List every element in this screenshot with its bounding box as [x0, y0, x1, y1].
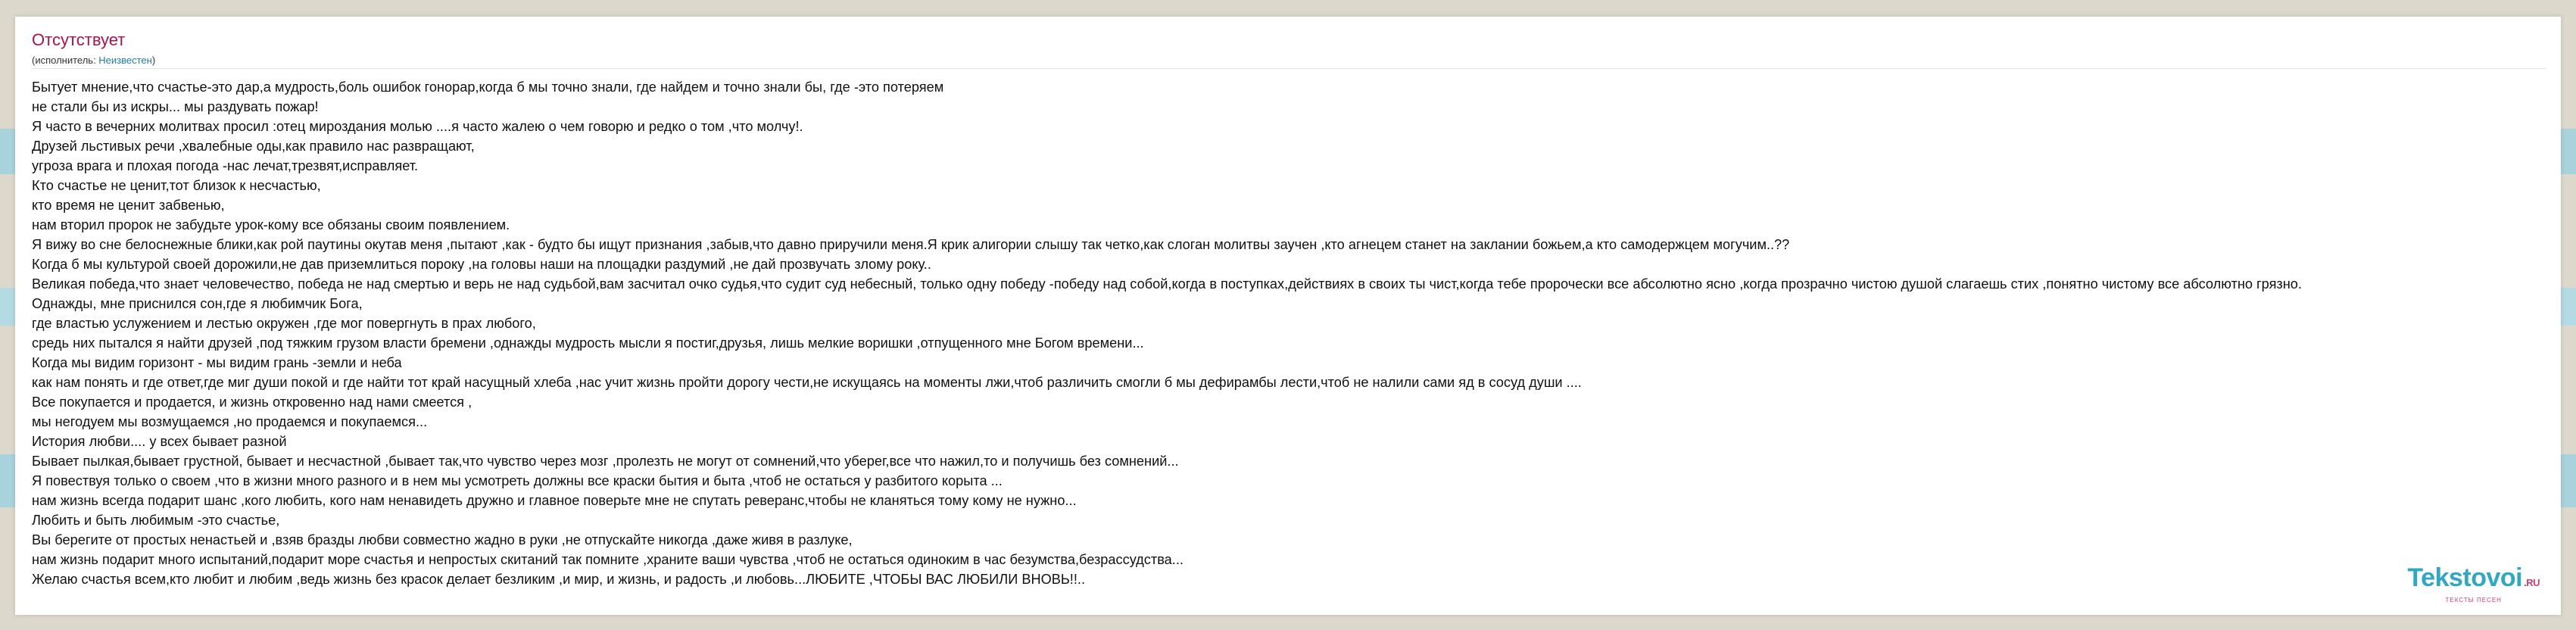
lyric-line: средь них пытался я найти друзей ,под тяжким грузом власти бремени ,однажды мудрость мысли я постиг,друзья, лишь мелкие воришки ,отпущенного мне Богом времени... — [32, 335, 1144, 351]
lyric-line: Желаю счастья всем,кто любит и любим ,ведь жизнь без красок делает безликим ,и мир, и жизнь, и радость ,и любовь...ЛЮБИТЕ ,ЧТОБЫ ВАС ЛЮБИЛИ ВНОВЬ!!.. — [32, 572, 1086, 587]
lyric-line: Все покупается и продается, и жизнь откровенно над нами смеется , — [32, 395, 472, 410]
logo-tagline: ТЕКСТЫ ПЕСЕН — [2445, 597, 2502, 603]
lyric-line: где властью услужением и лестью окружен ,где мог повергнуть в прах любого, — [32, 316, 536, 331]
lyric-line: Кто счастье не ценит,тот близок к несчастью, — [32, 178, 321, 193]
lyrics-text — [32, 77, 2553, 589]
site-logo[interactable] — [2407, 564, 2540, 604]
lyric-line: Вы берегите от простых ненастьей и ,взяв бразды любви совместно жадно в руки ,не отпускайте никогда ,даже живя в разлуке, — [32, 532, 853, 547]
lyric-line: не стали бы из искры... мы раздувать пожар! — [32, 99, 319, 114]
song-title: Отсутствует — [32, 30, 126, 49]
lyric-line: нам жизнь всегда подарит шанс ,кого любить, кого нам ненавидеть дружно и главное поверьте мне не спутать реверанс,чтобы не кланяться тому кому не нужно... — [32, 493, 1077, 508]
lyric-line: Друзей льстивых речи ,хвалебные оды,как правило нас развращают, — [32, 139, 475, 154]
artist-prefix: (исполнитель: — [32, 55, 99, 66]
lyric-line: Любить и быть любимым -это счастье, — [32, 513, 280, 528]
lyric-line: нам вторил пророк не забудьте урок-кому все обязаны своим появлением. — [32, 217, 510, 232]
lyric-line: угроза врага и плохая погода -нас лечат,трезвят,исправляет. — [32, 158, 419, 173]
lyric-line: Я вижу во сне белоснежные блики,как рой паутины окутав меня ,пытают ,как - будто бы ищут признания ,забыв,что давно приручили меня.Я крик алигории слышу так четко,как слоган молитвы заучен ,кто агнецем станет на заклании божьем,а кто самодержцем могучим..?? — [32, 237, 1790, 252]
lyric-line: Однажды, мне приснился сон,где я любимчик Бога, — [32, 296, 363, 311]
lyric-line: Когда мы видим горизонт - мы видим грань -земли и неба — [32, 355, 402, 370]
artist-line — [32, 55, 155, 66]
lyric-line: мы негодуем мы возмущаемся ,но продаемся и покупаемся... — [32, 414, 428, 429]
lyric-line: Я повествуя только о своем ,что в жизни много разного и в нем мы усмотреть должны все краски бытия и быта ,чтоб не остаться у разбитого корыта ... — [32, 473, 1003, 488]
lyrics-card — [15, 17, 2561, 615]
lyric-line: Я часто в вечерних молитвах просил :отец мироздания молью ....я часто жалею о чем говорю и редко о том ,что молчу!. — [32, 119, 803, 134]
lyric-line: Когда б мы культурой своей дорожили,не дав приземлиться пороку ,на головы наши на площадки раздумий ,не дай прозвучать злому року.. — [32, 257, 931, 272]
logo-name: Tekstovoi — [2407, 563, 2523, 592]
lyric-line: нам жизнь подарит много испытаний,подарит море счастья и непростых скитаний так помните ,храните ваши чувства ,чтоб не остаться одиноким в час безумства,безрассудства... — [32, 552, 1184, 567]
lyric-line: кто время не ценит забвенью, — [32, 198, 225, 213]
lyric-line: Бытует мнение,что счастье-это дар,а мудрость,боль ошибок гонорар,когда б мы точно знали, где найдем и точно знали бы, где -это потеряем — [32, 80, 944, 95]
lyric-line: Бывает пылкая,бывает грустной, бывает и несчастной ,бывает так,что чувство через мозг ,пролезть не могут от сомнений,что уберег,все что нажил,то и получишь без сомнений... — [32, 454, 1179, 469]
logo-tld: .RU — [2524, 577, 2540, 588]
lyric-line: как нам понять и где ответ,где миг души покой и где найти тот край насущный хлеба ,нас учит жизнь пройти дорогу чести,не искущаясь на моменты лжи,чтоб различить смогли б мы дефирамбы лести,чтоб не налили сами яд в сосуд души .... — [32, 375, 1582, 390]
logo-wordmark — [2407, 564, 2540, 597]
divider — [32, 68, 2546, 69]
lyric-line: Великая победа,что знает человечество, победа не над смертью и верь не над судьбой,вам засчитал очко судья,что судит суд небесный, только одну победу -победу над собой,когда в поступках,действиях в своих ты чист,когда тебе пророчески все абсолютно ясно ,когда прозрачно чистою душой слагаешь стих ,понятно чистому все абсолютно грязно. — [32, 276, 2302, 292]
artist-link[interactable]: Неизвестен — [98, 55, 152, 66]
lyric-line: История любви.... у всех бывает разной — [32, 434, 287, 449]
artist-suffix: ) — [151, 55, 156, 66]
